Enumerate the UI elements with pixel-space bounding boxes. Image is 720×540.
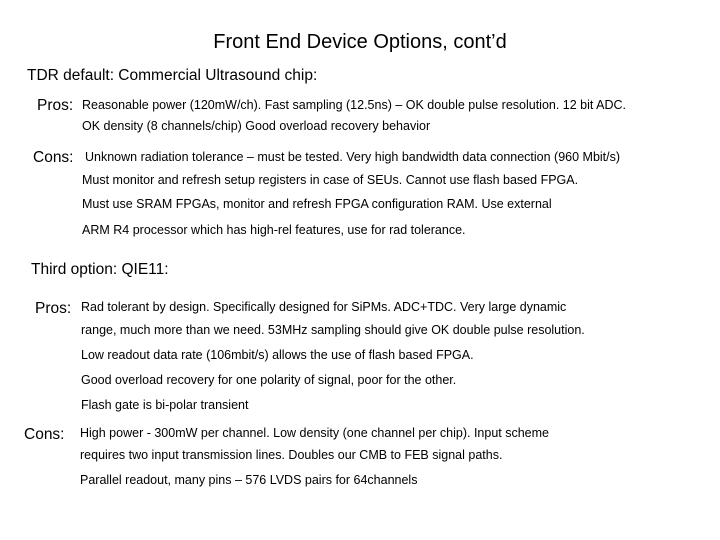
tdr-cons-line: Must use SRAM FPGAs, monitor and refresh FPGA configuration RAM. Use external bbox=[82, 197, 552, 211]
slide-title: Front End Device Options, cont’d bbox=[213, 31, 507, 53]
tdr-pros-line: OK density (8 channels/chip) Good overload recovery behavior bbox=[82, 119, 431, 133]
qie-pros-line: Flash gate is bi-polar transient bbox=[81, 398, 249, 412]
qie-heading: Third option: QIE11: bbox=[31, 261, 169, 278]
qie-pros-line: Good overload recovery for one polarity of signal, poor for the other. bbox=[81, 373, 457, 387]
tdr-heading: TDR default: Commercial Ultrasound chip: bbox=[27, 67, 318, 84]
qie-cons-line: High power - 300mW per channel. Low density (one channel per chip). Input scheme bbox=[80, 426, 550, 440]
qie-pros-line: range, much more than we need. 53MHz sampling should give OK double pulse resolution. bbox=[81, 323, 585, 337]
tdr-cons-line: Must monitor and refresh setup registers in case of SEUs. Cannot use flash based FPGA. bbox=[82, 173, 579, 187]
qie-pros-label: Pros: bbox=[35, 300, 72, 317]
tdr-pros-line: Reasonable power (120mW/ch). Fast sampling (12.5ns) – OK double pulse resolution. 12 bit ADC. bbox=[82, 98, 627, 112]
tdr-pros-label: Pros: bbox=[37, 97, 74, 114]
tdr-cons-label: Cons: bbox=[33, 149, 74, 166]
qie-cons-label: Cons: bbox=[24, 426, 65, 443]
qie-pros-line: Rad tolerant by design. Specifically designed for SiPMs. ADC+TDC. Very large dynamic bbox=[81, 300, 567, 314]
tdr-cons-line: Unknown radiation tolerance – must be tested. Very high bandwidth data connection (960 Mbit/s) bbox=[85, 150, 621, 164]
qie-cons-line: Parallel readout, many pins – 576 LVDS pairs for 64channels bbox=[80, 473, 418, 487]
qie-cons-line: requires two input transmission lines. Doubles our CMB to FEB signal paths. bbox=[80, 448, 503, 462]
qie-pros-line: Low readout data rate (106mbit/s) allows the use of flash based FPGA. bbox=[81, 348, 474, 362]
tdr-cons-line: ARM R4 processor which has high-rel features, use for rad tolerance. bbox=[82, 223, 466, 237]
